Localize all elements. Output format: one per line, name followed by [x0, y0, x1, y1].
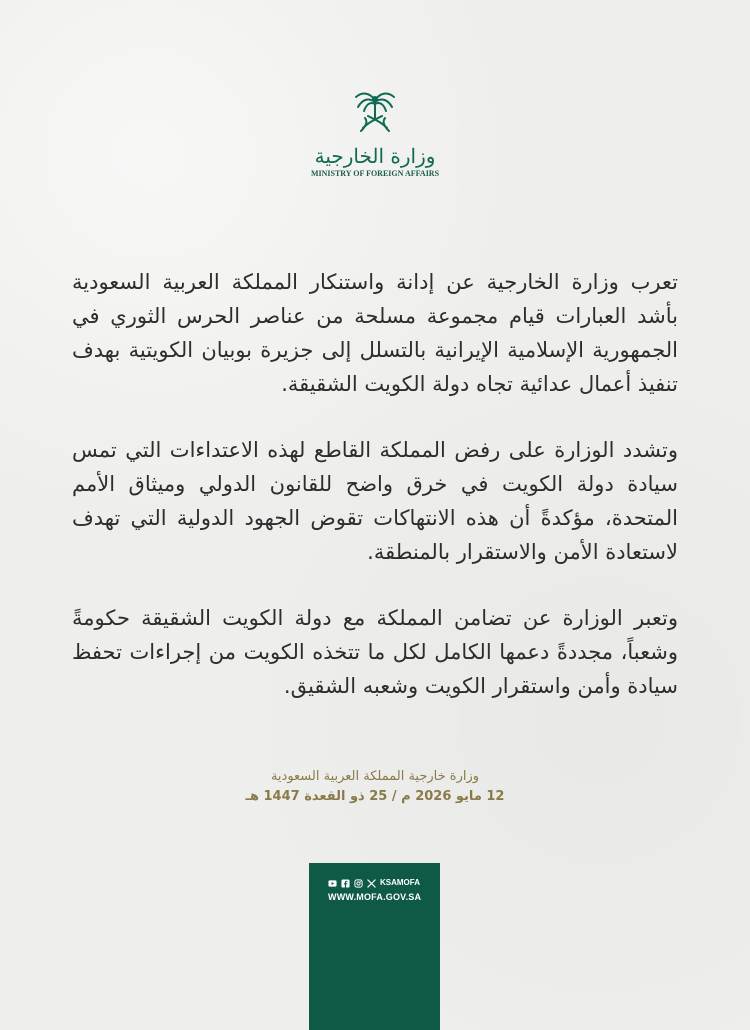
statement-body	[72, 265, 678, 735]
statement-paragraph-1: تعرب وزارة الخارجية عن إدانة واستنكار المملكة العربية السعودية بأشد العبارات قيام مجموعة مسلحة من عناصر الحرس الثوري في الجمهورية الإسلامية الإيرانية بالتسلل إلى جزيرة بوبيان الكويتية بهدف تنفيذ أعمال عدائية تجاه دولة الكويت الشقيقة.	[72, 270, 678, 396]
social-handle[interactable]: KSAMOFA	[380, 878, 420, 887]
saudi-palm-and-swords-icon	[345, 82, 405, 142]
x-icon[interactable]	[367, 879, 376, 888]
footer-content	[328, 878, 421, 902]
ministry-header	[0, 82, 750, 179]
statement-signature	[0, 767, 750, 807]
ministry-name-arabic: وزارة الخارجية	[314, 144, 436, 168]
facebook-icon[interactable]	[341, 879, 350, 888]
youtube-icon[interactable]	[328, 879, 337, 888]
signature-date: 12 مايو 2026 م / 25 ذو القعدة 1447 هـ	[245, 789, 505, 804]
statement-paragraph-3: وتعبر الوزارة عن تضامن المملكة مع دولة الكويت الشقيقة حكومةً وشعباً، مجددةً دعمها الكامل لكل ما تتخذه الكويت من إجراءات تحفظ سيادة وأمن واستقرار الكويت وشعبه الشقيق.	[72, 606, 678, 698]
website-link[interactable]: WWW.MOFA.GOV.SA	[328, 892, 422, 902]
ministry-name-english: MINISTRY OF FOREIGN AFFAIRS	[310, 169, 440, 178]
statement-paragraph-2: وتشدد الوزارة على رفض المملكة القاطع لهذه الاعتداءات التي تمس سيادة دولة الكويت في خرق واضح للقانون الدولي وميثاق الأمم المتحدة، مؤكدةً أن هذه الانتهاكات تقوض الجهود الدولية التي تهدف لاستعادة الأمن والاستقرار بالمنطقة.	[72, 438, 678, 564]
instagram-icon[interactable]	[354, 879, 363, 888]
signature-organization: وزارة خارجية المملكة العربية السعودية	[270, 769, 480, 784]
contact-footer	[309, 863, 440, 1030]
social-row	[328, 878, 421, 888]
